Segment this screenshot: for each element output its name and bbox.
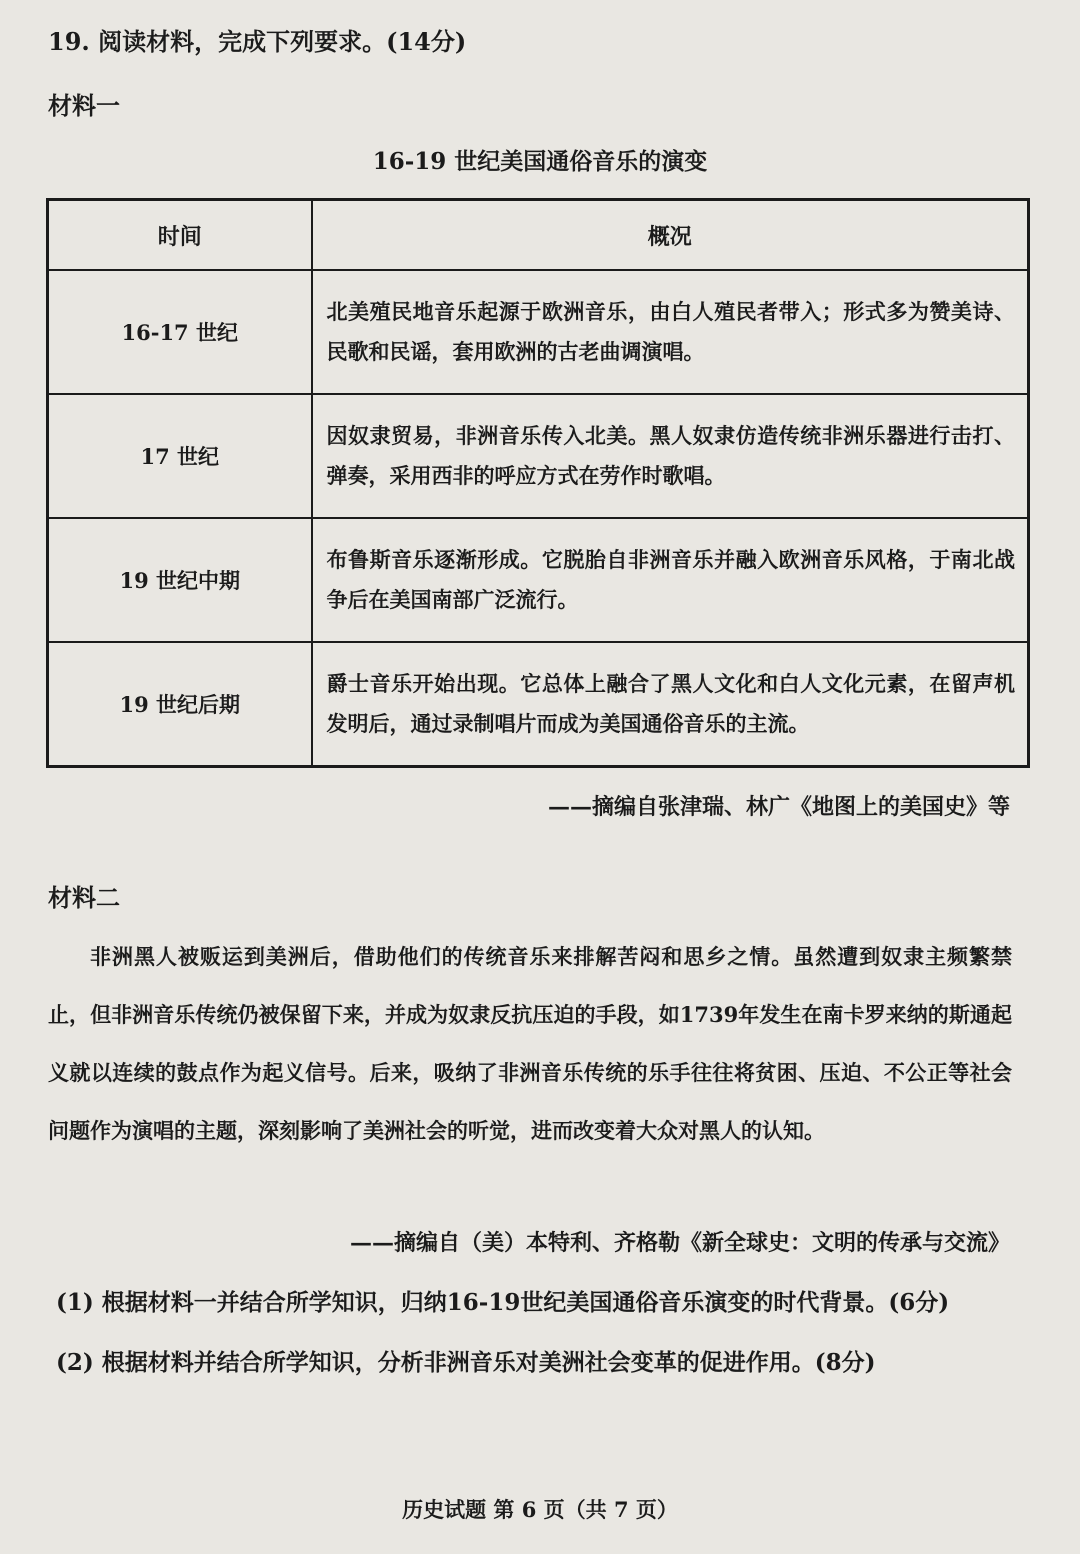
material1-label: 材料一 bbox=[48, 91, 120, 120]
row-desc: 布鲁斯音乐逐渐形成。它脱胎自非洲音乐并融入欧洲音乐风格，于南北战争后在美国南部广泛流行。 bbox=[312, 518, 1029, 642]
material1-source: ——摘编自张津瑞、林广《地图上的美国史》等 bbox=[547, 794, 1010, 820]
header-time: 时间 bbox=[48, 200, 312, 271]
material2-source: ——摘编自（美）本特利、齐格勒《新全球史：文明的传承与交流》 bbox=[349, 1230, 1010, 1256]
sub-question-2: (2) 根据材料并结合所学知识，分析非洲音乐对美洲社会变革的促进作用。(8分) bbox=[56, 1349, 876, 1376]
row-time: 19 世纪中期 bbox=[48, 518, 312, 642]
row-time: 19 世纪后期 bbox=[48, 642, 312, 767]
row-time: 17 世纪 bbox=[48, 394, 312, 518]
table-row bbox=[48, 642, 1029, 767]
row-time: 16-17 世纪 bbox=[48, 270, 312, 394]
row-desc: 爵士音乐开始出现。它总体上融合了黑人文化和白人文化元素，在留声机发明后，通过录制唱片而成为美国通俗音乐的主流。 bbox=[312, 642, 1029, 767]
sub-question-1: (1) 根据材料一并结合所学知识，归纳16-19世纪美国通俗音乐演变的时代背景。(6分) bbox=[56, 1289, 950, 1316]
table-title: 16-19 世纪美国通俗音乐的演变 bbox=[372, 148, 708, 175]
material2-text: 非洲黑人被贩运到美洲后，借助他们的传统音乐来排解苦闷和思乡之情。虽然遭到奴隶主频繁禁止，但非洲音乐传统仍被保留下来，并成为奴隶反抗压迫的手段，如1739年发生在南卡罗来纳的斯通起义就以连续的鼓点作为起义信号。后来，吸纳了非洲音乐传统的乐手往往将贫困、压迫、不公正等社会问题作为演唱的主题，深刻影响了美洲社会的听觉，进而改变着大众对黑人的认知。 bbox=[48, 944, 1012, 1143]
material2-label: 材料二 bbox=[48, 883, 120, 912]
question-title: 19. 阅读材料，完成下列要求。(14分) bbox=[48, 27, 467, 56]
music-evolution-table bbox=[46, 198, 1030, 768]
row-desc: 北美殖民地音乐起源于欧洲音乐，由白人殖民者带入；形式多为赞美诗、民歌和民谣，套用欧洲的古老曲调演唱。 bbox=[312, 270, 1029, 394]
header-overview: 概况 bbox=[312, 200, 1029, 271]
table-row bbox=[48, 270, 1029, 394]
page-footer: 历史试题 第 6 页（共 7 页） bbox=[402, 1497, 678, 1522]
row-desc: 因奴隶贸易，非洲音乐传入北美。黑人奴隶仿造传统非洲乐器进行击打、弹奏，采用西非的呼应方式在劳作时歌唱。 bbox=[312, 394, 1029, 518]
table-header-row bbox=[48, 200, 1029, 271]
table-row bbox=[48, 518, 1029, 642]
table-row bbox=[48, 394, 1029, 518]
